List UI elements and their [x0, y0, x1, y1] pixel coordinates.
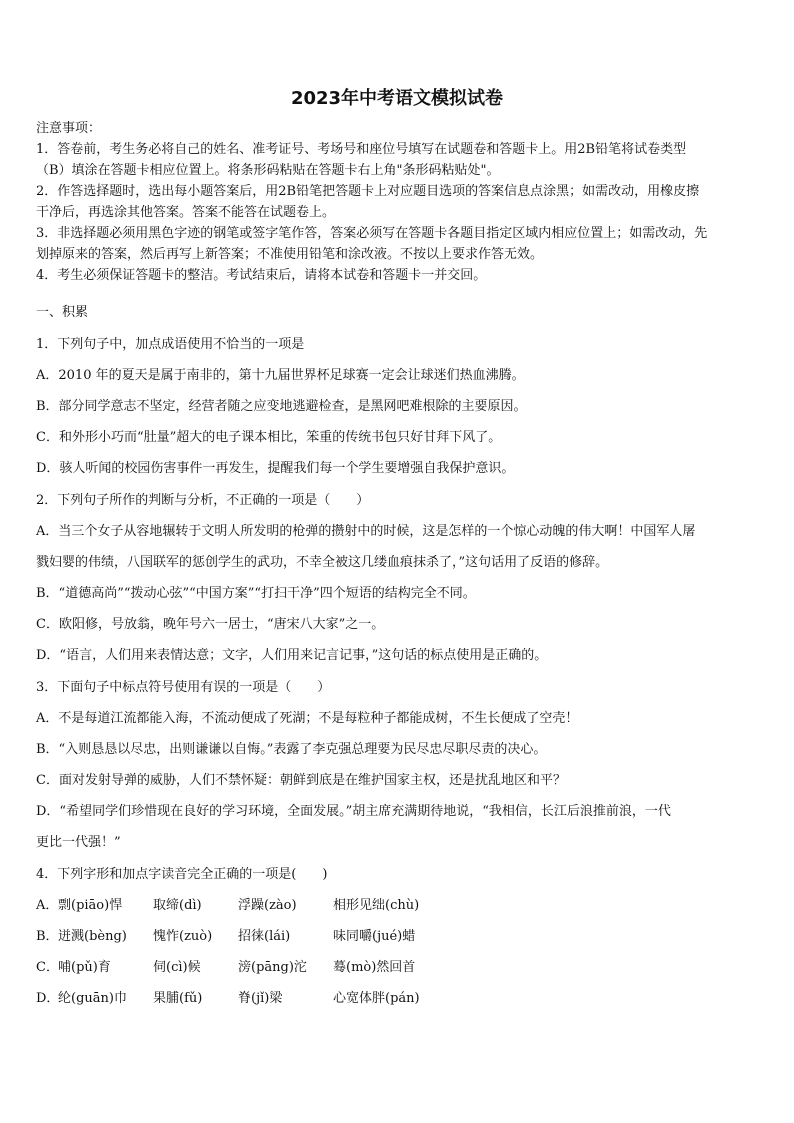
- question-3-stem: 3．下面句子中标点符号使用有误的一项是（ ）: [36, 680, 331, 695]
- question-4-option-b: [36, 926, 760, 948]
- question-3-option: A．不是每道江流都能入海，不流动便成了死湖；不是每粒种子都能成树，不生长便成了空壳！: [36, 711, 579, 726]
- question-2-stem: 2．下列句子所作的判断与分析，不正确的一项是（ ）: [36, 493, 370, 508]
- question-3-option: C．面对发射导弹的威胁，人们不禁怀疑：朝鲜到底是在维护国家主权，还是扰乱地区和平？: [36, 773, 566, 788]
- question-4-option-a: [36, 895, 760, 917]
- question-3-option: D．“希望同学们珍惜现在良好的学习环境，全面发展。”胡主席充满期待地说，“我相信，长江后浪推前浪，一代: [36, 804, 671, 819]
- question-4-option-d: [36, 988, 760, 1010]
- question-1-option: C．和外形小巧而“肚量”超大的电子课本相比，笨重的传统书包只好甘拜下风了。: [36, 430, 502, 445]
- question-2-option: C．欧阳修，号放翁，晚年号六一居士，“唐宋八大家”之一。: [36, 617, 385, 632]
- option-word: 味同嚼(jué)蜡: [333, 929, 416, 944]
- question-4-option-c: [36, 957, 760, 979]
- question-4-stem: 4．下列字形和加点字读音完全正确的一项是( ): [36, 867, 328, 882]
- option-label: B．: [36, 929, 59, 944]
- questions: [36, 302, 760, 1010]
- notes-line: 1．答卷前，考生务必将自己的姓名、准考证号、考场号和座位号填写在试题卷和答题卡上。用2B铅笔将试卷类型: [36, 142, 687, 157]
- option-word: 哺(pǔ)育: [58, 960, 111, 975]
- question-3-option: B．“入则恳恳以尽忠，出则谦谦以自悔。”表露了李克强总理要为民尽忠尽职尽责的决心。: [36, 742, 547, 757]
- page-title: 2023年中考语文模拟试卷: [290, 88, 504, 109]
- option-word: 伺(cì)候: [153, 960, 201, 975]
- notes-line: 3．非选择题必须用黑色字迹的钢笔或签字笔作答，答案必须写在答题卡各题目指定区域内相应位置上；如需改动，先: [36, 226, 708, 241]
- question-2-option-continued: 戮妇婴的伟绩，八国联军的惩创学生的武功，不幸全被这几缕血痕抹杀了，”这句话用了反语的修辞。: [36, 555, 609, 570]
- notes-line: 4．考生必须保证答题卡的整洁。考试结束后，请将本试卷和答题卡一并交回。: [36, 268, 487, 283]
- notes-line: 2．作答选择题时，选出每小题答案后，用2B铅笔把答题卡上对应题目选项的答案信息点涂黑；如需改动，用橡皮擦: [36, 184, 700, 199]
- question-1-option: B．部分同学意志不坚定，经营者随之应变地逃避检查，是黑网吧难根除的主要原因。: [36, 399, 527, 414]
- option-word: 相形见绌(chù): [333, 898, 420, 913]
- option-word: 取缔(dì): [153, 898, 202, 913]
- option-word: 迸溅(bèng): [58, 929, 127, 944]
- option-word: 果脯(fǔ): [153, 991, 203, 1006]
- notes-block: [36, 118, 760, 286]
- question-1-option: A．2010 年的夏天是属于南非的，第十九届世界杯足球赛一定会让球迷们热血沸腾。: [36, 368, 525, 383]
- option-word: 脊(jǐ)梁: [238, 991, 283, 1006]
- option-word: 蓦(mò)然回首: [333, 960, 416, 975]
- option-word: 心宽体胖(pán): [333, 991, 420, 1006]
- option-word: 招徕(lái): [238, 929, 291, 944]
- option-label: C．: [36, 960, 59, 975]
- option-word: 纶(guān)巾: [58, 991, 127, 1006]
- notes-line: 划掉原来的答案，然后再写上新答案；不准使用铅笔和涂改液。不按以上要求作答无效。: [36, 247, 544, 262]
- option-label: A．: [36, 898, 59, 913]
- option-label: D．: [36, 991, 60, 1006]
- option-word: 浮躁(zào): [238, 898, 297, 913]
- section-title: 一、积累: [36, 305, 89, 320]
- question-2-option: D．“语言，人们用来表情达意；文字，人们用来记言记事，”这句话的标点使用是正确的。: [36, 648, 548, 663]
- option-word: 滂(pāng)沱: [238, 960, 307, 975]
- question-2-option: A．当三个女子从容地辗转于文明人所发明的枪弹的攒射中的时候，这是怎样的一个惊心动魄的伟大啊！中国军人屠: [36, 524, 696, 539]
- question-2-option: B．“道德高尚”“拨动心弦”“中国方案”“打扫干净”四个短语的结构完全不同。: [36, 586, 476, 601]
- option-word: 愧怍(zuò): [153, 929, 213, 944]
- notes-heading: 注意事项：: [36, 121, 102, 136]
- question-1-stem: 1．下列句子中，加点成语使用不恰当的一项是: [36, 337, 305, 352]
- question-3-option-continued: 更比一代强！”: [36, 835, 121, 850]
- notes-line: （B）填涂在答题卡相应位置上。将条形码粘贴在答题卡右上角"条形码粘贴处"。: [36, 163, 500, 178]
- question-1-option: D．骇人听闻的校园伤害事件一再发生，提醒我们每一个学生要增强自我保护意识。: [36, 461, 515, 476]
- option-word: 剽(piāo)悍: [58, 898, 123, 913]
- notes-line: 干净后，再选涂其他答案。答案不能答在试题卷上。: [36, 205, 336, 220]
